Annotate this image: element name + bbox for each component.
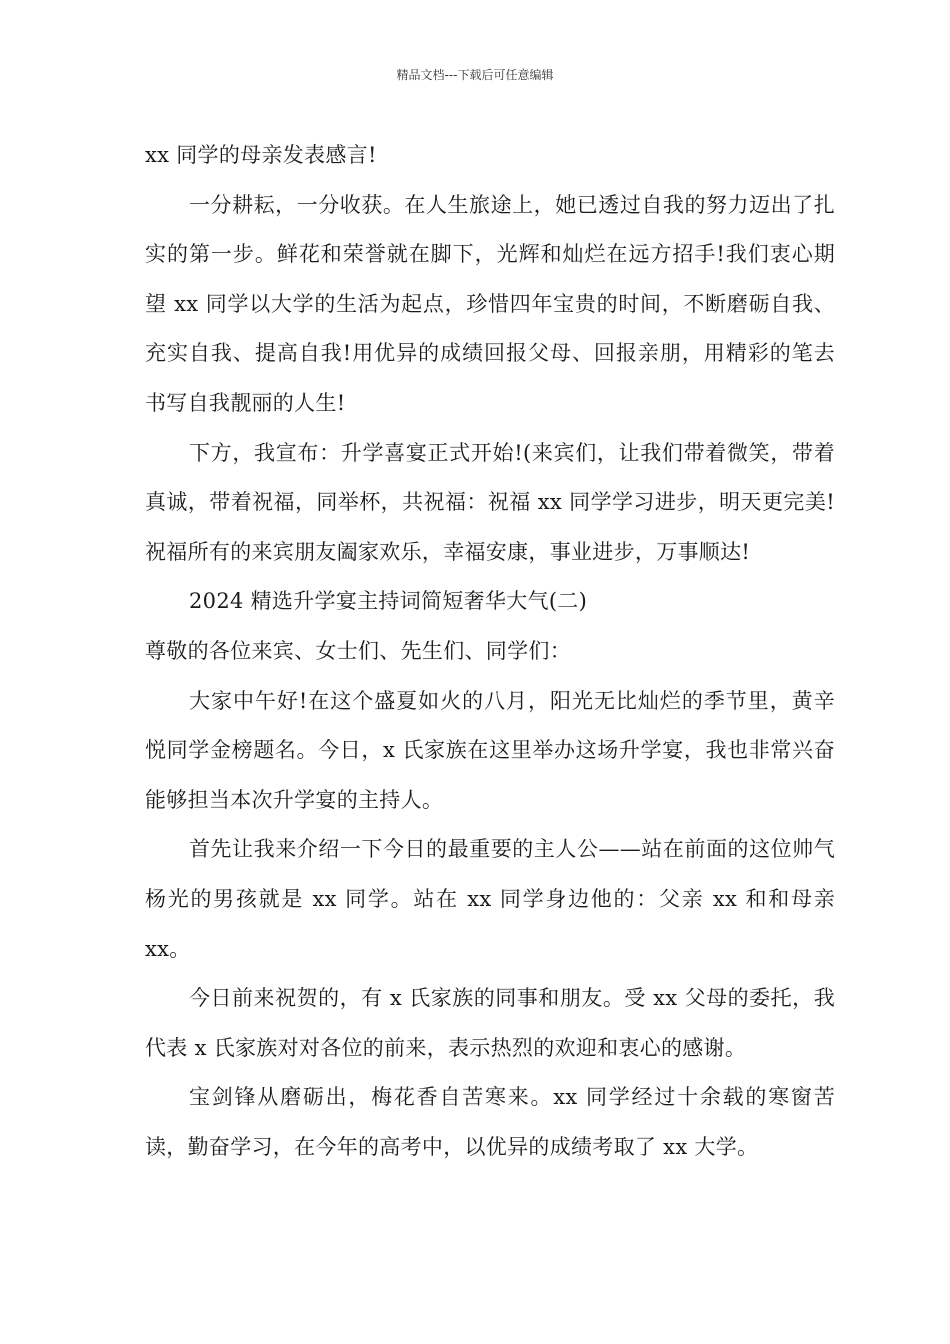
section-title: 2024 精选升学宴主持词简短奢华大气(二) xyxy=(189,589,588,614)
paragraph: 一分耕耘，一分收获。在人生旅途上，她已透过自我的努力迈出了扎实的第一步。鲜花和荣誉就在脚下，光辉和灿烂在远方招手!我们衷心期望 xx 同学以大学的生活为起点，珍惜四年宝贵的时间，不断磨砺自我、充实自我、提高自我!用优异的成绩回报父母、回报亲朋，用精彩的笔去书写自我靓丽的人生! xyxy=(145,192,835,415)
paragraph: xx 同学的母亲发表感言! xyxy=(145,143,377,167)
paragraph: 大家中午好!在这个盛夏如火的八月，阳光无比灿烂的季节里，黄辛悦同学金榜题名。今日，x 氏家族在这里举办这场升学宴，我也非常兴奋能够担当本次升学宴的主持人。 xyxy=(145,688,835,812)
paragraph: 首先让我来介绍一下今日的最重要的主人公——站在前面的这位帅气杨光的男孩就是 xx 同学。站在 xx 同学身边他的：父亲 xx 和和母亲 xx。 xyxy=(145,837,835,961)
paragraph: 下方，我宣布：升学喜宴正式开始!(来宾们，让我们带着微笑，带着真诚，带着祝福，同举杯，共祝福：祝福 xx 同学学习进步，明天更完美!祝福所有的来宾朋友阖家欢乐，幸福安康，事业进步，万事顺达! xyxy=(145,440,835,564)
document-body xyxy=(145,131,835,1172)
paragraph: 今日前来祝贺的，有 x 氏家族的同事和朋友。受 xx 父母的委托，我代表 x 氏家族对对各位的前来，表示热烈的欢迎和衷心的感谢。 xyxy=(145,986,835,1060)
page-header: 精品文档---下载后可任意编辑 xyxy=(396,68,554,82)
paragraph: 宝剑锋从磨砺出，梅花香自苦寒来。xx 同学经过十余载的寒窗苦读，勤奋学习，在今年的高考中，以优异的成绩考取了 xx 大学。 xyxy=(145,1085,835,1159)
salutation: 尊敬的各位来宾、女士们、先生们、同学们： xyxy=(145,638,571,663)
